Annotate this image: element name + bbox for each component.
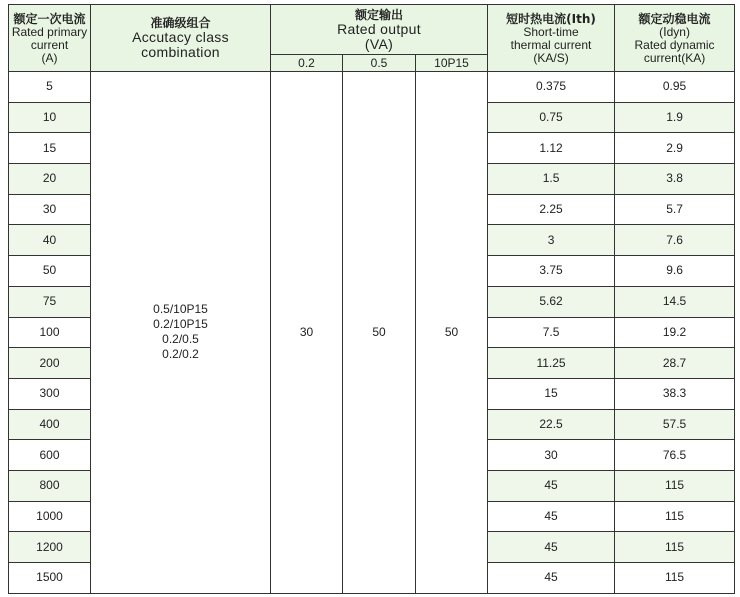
cell-short-time-current: 3 — [488, 225, 615, 256]
header-accuracy-en-1: Accutacy class — [132, 29, 229, 45]
cell-rated-primary: 100 — [9, 317, 91, 348]
header-short-time — [488, 5, 615, 72]
cell-dynamic-current: 38.3 — [615, 378, 735, 409]
cell-rated-primary: 50 — [9, 256, 91, 287]
header-rated-primary-zh: 额定一次电流 — [13, 11, 86, 26]
header-rated-primary-en-2: current — [30, 37, 69, 52]
cell-dynamic-current: 7.6 — [615, 225, 735, 256]
header-dynamic — [615, 5, 735, 72]
header-rated-primary — [9, 5, 91, 72]
header-accuracy — [91, 5, 271, 72]
header-dynamic-en-3: current(KA) — [643, 50, 706, 65]
cell-dynamic-current: 76.5 — [615, 440, 735, 471]
header-rated-primary-en-1: Rated primary — [11, 24, 88, 39]
header-dynamic-en-1: (Ⅰdyn) — [659, 24, 690, 39]
cell-dynamic-current: 5.7 — [615, 194, 735, 225]
cell-short-time-current: 45 — [488, 563, 615, 594]
header-accuracy-en-2: combination — [141, 44, 220, 60]
cell-short-time-current: 45 — [488, 501, 615, 532]
cell-rated-primary: 40 — [9, 225, 91, 256]
cell-rated-primary: 400 — [9, 409, 91, 440]
cell-rated-primary: 300 — [9, 378, 91, 409]
cell-rated-primary: 30 — [9, 194, 91, 225]
header-rated-output — [271, 5, 488, 55]
cell-dynamic-current: 0.95 — [615, 72, 735, 103]
header-short-time-zh: 短时热电流(Ⅰth) — [506, 11, 596, 26]
cell-dynamic-current: 19.2 — [615, 317, 735, 348]
cell-rated-primary: 75 — [9, 286, 91, 317]
cell-dynamic-current: 28.7 — [615, 348, 735, 379]
accuracy-class-item: 0.2/0.5 — [162, 332, 199, 347]
cell-dynamic-current: 9.6 — [615, 256, 735, 287]
cell-dynamic-current: 115 — [615, 532, 735, 563]
spec-table-container — [8, 4, 734, 591]
header-short-time-en-3: (KA/S) — [533, 50, 569, 65]
header-rated-output-en-2: (VA) — [364, 35, 394, 52]
header-accuracy-zh: 准确级组合 — [150, 16, 211, 30]
cell-rated-primary: 5 — [9, 72, 91, 103]
cell-rated-primary: 800 — [9, 470, 91, 501]
header-rated-output-en-1: Rated output — [337, 20, 421, 37]
table-row — [9, 72, 735, 103]
cell-rated-primary: 1500 — [9, 563, 91, 594]
cell-rated-primary: 1200 — [9, 532, 91, 563]
accuracy-class-item: 0.5/10P15 — [153, 302, 208, 317]
cell-rated-primary: 600 — [9, 440, 91, 471]
cell-short-time-current: 15 — [488, 378, 615, 409]
cell-output-0-5: 50 — [343, 72, 416, 594]
cell-dynamic-current: 14.5 — [615, 286, 735, 317]
cell-dynamic-current: 1.9 — [615, 102, 735, 133]
header-rated-primary-en-3: (A) — [41, 50, 58, 65]
cell-rated-primary: 200 — [9, 348, 91, 379]
cell-short-time-current: 1.12 — [488, 133, 615, 164]
cell-rated-primary: 15 — [9, 133, 91, 164]
cell-short-time-current: 3.75 — [488, 256, 615, 287]
cell-accuracy-combination — [91, 72, 271, 594]
cell-output-10p15: 50 — [416, 72, 488, 594]
cell-short-time-current: 5.62 — [488, 286, 615, 317]
cell-dynamic-current: 115 — [615, 470, 735, 501]
header-rated-output-zh: 额定输出 — [355, 7, 404, 22]
cell-rated-primary: 1000 — [9, 501, 91, 532]
cell-short-time-current: 2.25 — [488, 194, 615, 225]
accuracy-class-item: 0.2/0.2 — [162, 347, 199, 362]
cell-rated-primary: 10 — [9, 102, 91, 133]
cell-short-time-current: 1.5 — [488, 164, 615, 195]
cell-short-time-current: 45 — [488, 532, 615, 563]
header-output-10p15: 10P15 — [416, 55, 488, 72]
cell-dynamic-current: 115 — [615, 501, 735, 532]
header-short-time-en-1: Short-time — [523, 24, 579, 39]
cell-short-time-current: 11.25 — [488, 348, 615, 379]
cell-rated-primary: 20 — [9, 164, 91, 195]
cell-short-time-current: 0.375 — [488, 72, 615, 103]
cell-short-time-current: 0.75 — [488, 102, 615, 133]
header-short-time-en-2: thermal current — [510, 37, 592, 52]
header-output-0-5: 0.5 — [343, 55, 416, 72]
header-output-0-2: 0.2 — [271, 55, 343, 72]
cell-short-time-current: 30 — [488, 440, 615, 471]
cell-dynamic-current: 115 — [615, 563, 735, 594]
cell-short-time-current: 22.5 — [488, 409, 615, 440]
accuracy-class-item: 0.2/10P15 — [153, 317, 208, 332]
cell-short-time-current: 45 — [488, 470, 615, 501]
spec-table — [8, 4, 735, 594]
cell-dynamic-current: 2.9 — [615, 133, 735, 164]
cell-output-0-2: 30 — [271, 72, 343, 594]
cell-dynamic-current: 57.5 — [615, 409, 735, 440]
cell-dynamic-current: 3.8 — [615, 164, 735, 195]
header-dynamic-zh: 额定动稳电流 — [638, 11, 711, 26]
header-dynamic-en-2: Rated dynamic — [634, 37, 715, 52]
cell-short-time-current: 7.5 — [488, 317, 615, 348]
